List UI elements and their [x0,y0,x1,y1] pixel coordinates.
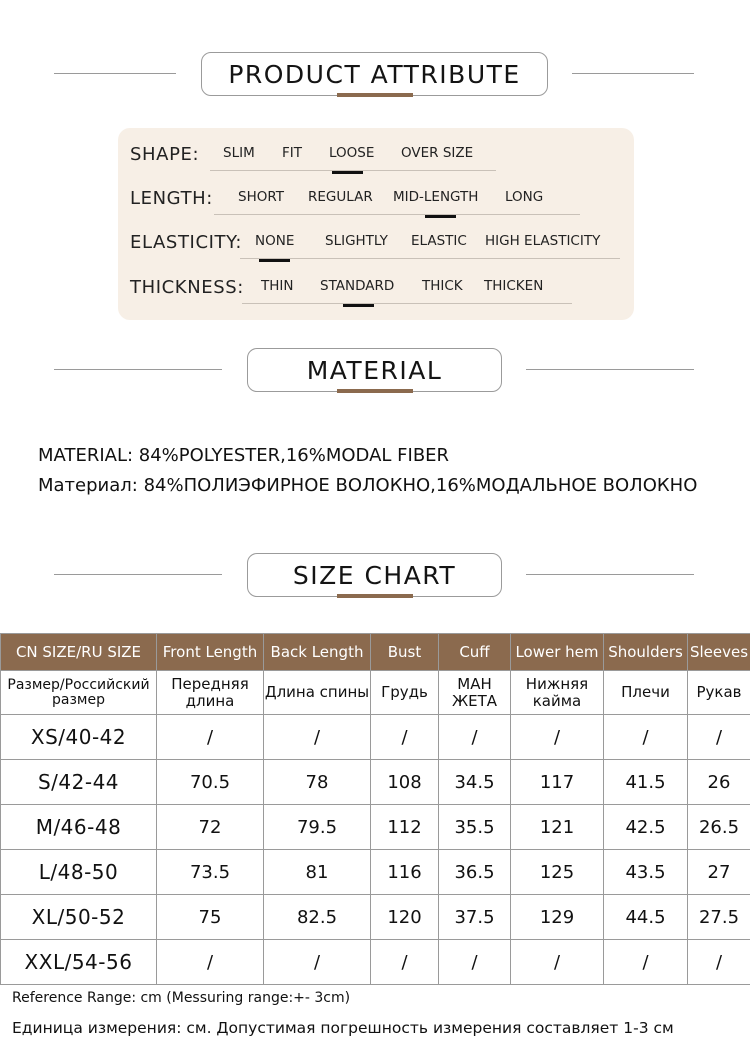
table-cell: 73.5 [157,850,264,895]
ru-column-header: Грудь [371,671,439,715]
attribute-option: ELASTIC [411,233,467,249]
attribute-option: SHORT [238,189,284,205]
table-cell: 75 [157,895,264,940]
table-cell-size: S/42-44 [1,760,157,805]
table-cell: / [157,715,264,760]
attribute-row-shape [118,144,634,174]
table-cell: 26 [688,760,750,805]
ru-column-header: МАН ЖЕТА [439,671,511,715]
table-cell: 78 [264,760,371,805]
table-cell: 81 [264,850,371,895]
material-ru-label: Материал: [38,475,138,496]
attribute-row-thickness [118,277,634,307]
table-cell-size: XL/50-52 [1,895,157,940]
table-cell: 43.5 [604,850,688,895]
size-chart-header [0,553,750,599]
table-cell: 129 [511,895,604,940]
table-cell: 44.5 [604,895,688,940]
attribute-option: THICKEN [484,278,544,294]
table-row [1,850,750,895]
table-cell-size: XS/40-42 [1,715,157,760]
attribute-option: OVER SIZE [401,145,474,161]
material-title-box [247,348,502,392]
ru-column-header: Размер/Российский размер [1,671,157,715]
attribute-row-elasticity [118,232,634,262]
table-cell-size: L/48-50 [1,850,157,895]
attribute-option: THIN [261,278,294,294]
attribute-option: FIT [282,145,302,161]
attribute-panel [118,128,634,320]
table-cell: 35.5 [439,805,511,850]
attribute-underline [214,214,580,215]
column-header: Lower hem [511,634,604,671]
material-ru-line [38,475,697,496]
ru-column-header: Плечи [604,671,688,715]
material-title: MATERIAL [306,355,443,385]
attribute-row-length [118,188,634,218]
divider-left [54,574,222,575]
ru-column-header: Рукав [688,671,750,715]
table-cell: / [511,715,604,760]
divider-left [54,369,222,370]
divider-right [572,73,694,74]
attribute-option-selected: MID-LENGTH [393,189,479,205]
selected-marker [259,259,290,262]
column-header: Front Length [157,634,264,671]
table-cell: / [264,940,371,985]
selected-marker [343,304,374,307]
ru-column-header: Длина спины [264,671,371,715]
table-cell: / [688,940,750,985]
size-chart-title: SIZE CHART [292,560,457,590]
selected-marker [332,171,363,174]
column-header: CN SIZE/RU SIZE [1,634,157,671]
attribute-option: REGULAR [308,189,373,205]
attribute-option: LONG [505,189,544,205]
selected-marker [425,215,456,218]
divider-right [526,574,694,575]
column-header: Back Length [264,634,371,671]
table-cell: 112 [371,805,439,850]
table-cell: / [371,940,439,985]
table-cell: 108 [371,760,439,805]
attribute-option-selected: STANDARD [320,278,395,294]
table-cell: 70.5 [157,760,264,805]
attribute-option: THICK [422,278,463,294]
title-accent-bar [337,93,413,97]
table-cell: / [439,715,511,760]
reference-range-note: Reference Range: cm (Messuring range:+- 3cm) [12,990,351,1006]
table-cell: / [604,940,688,985]
attribute-label: ELASTICITY: [130,232,242,253]
attribute-option: SLIGHTLY [325,233,388,249]
attribute-underline [242,303,572,304]
table-cell: 34.5 [439,760,511,805]
table-cell: / [371,715,439,760]
table-cell: / [439,940,511,985]
table-row [1,715,750,760]
table-cell: 26.5 [688,805,750,850]
material-ru-value: 84%ПОЛИЭФИРНОЕ ВОЛОКНО,16%МОДАЛЬНОЕ ВОЛОКНО [143,475,698,496]
size-chart-table [0,633,750,985]
table-cell: 37.5 [439,895,511,940]
table-cell: / [604,715,688,760]
product-attribute-title: PRODUCT ATTRIBUTE [228,59,521,89]
table-cell: 117 [511,760,604,805]
ru-column-header: Передняя длина [157,671,264,715]
table-cell: 27 [688,850,750,895]
table-cell-size: M/46-48 [1,805,157,850]
table-cell: / [511,940,604,985]
attribute-underline [240,258,620,259]
title-accent-bar [337,594,413,598]
column-header: Cuff [439,634,511,671]
table-cell: / [688,715,750,760]
attribute-option: HIGH ELASTICITY [485,233,601,249]
table-cell: 116 [371,850,439,895]
table-cell: 125 [511,850,604,895]
table-cell-size: XXL/54-56 [1,940,157,985]
table-row [1,895,750,940]
table-ru-header-row [1,671,750,715]
material-en-value: 84%POLYESTER,16%MODAL FIBER [138,445,450,466]
table-row [1,940,750,985]
measurement-note-ru: Единица измерения: см. Допустимая погрешность измерения составляет 1-3 см [12,1019,674,1037]
table-cell: 36.5 [439,850,511,895]
table-cell: 72 [157,805,264,850]
material-header [0,348,750,394]
table-row [1,760,750,805]
product-attribute-title-box [201,52,548,96]
column-header: Sleeves [688,634,750,671]
table-cell: 82.5 [264,895,371,940]
table-cell: 79.5 [264,805,371,850]
attribute-option: SLIM [223,145,255,161]
table-cell: 120 [371,895,439,940]
material-en-line [38,445,449,466]
table-header-row [1,634,750,671]
attribute-option-selected: NONE [255,233,295,249]
size-chart-title-box [247,553,502,597]
attribute-option-selected: LOOSE [329,145,375,161]
table-cell: 27.5 [688,895,750,940]
column-header: Shoulders [604,634,688,671]
attribute-label: THICKNESS: [130,277,244,298]
attribute-label: LENGTH: [130,188,213,209]
ru-column-header: Нижняя кайма [511,671,604,715]
product-attribute-header [0,52,750,98]
table-cell: 42.5 [604,805,688,850]
divider-right [526,369,694,370]
material-en-label: MATERIAL: [38,445,134,466]
table-cell: 121 [511,805,604,850]
table-cell: 41.5 [604,760,688,805]
table-cell: / [264,715,371,760]
table-row [1,805,750,850]
attribute-label: SHAPE: [130,144,200,165]
column-header: Bust [371,634,439,671]
table-cell: / [157,940,264,985]
title-accent-bar [337,389,413,393]
divider-left [54,73,176,74]
